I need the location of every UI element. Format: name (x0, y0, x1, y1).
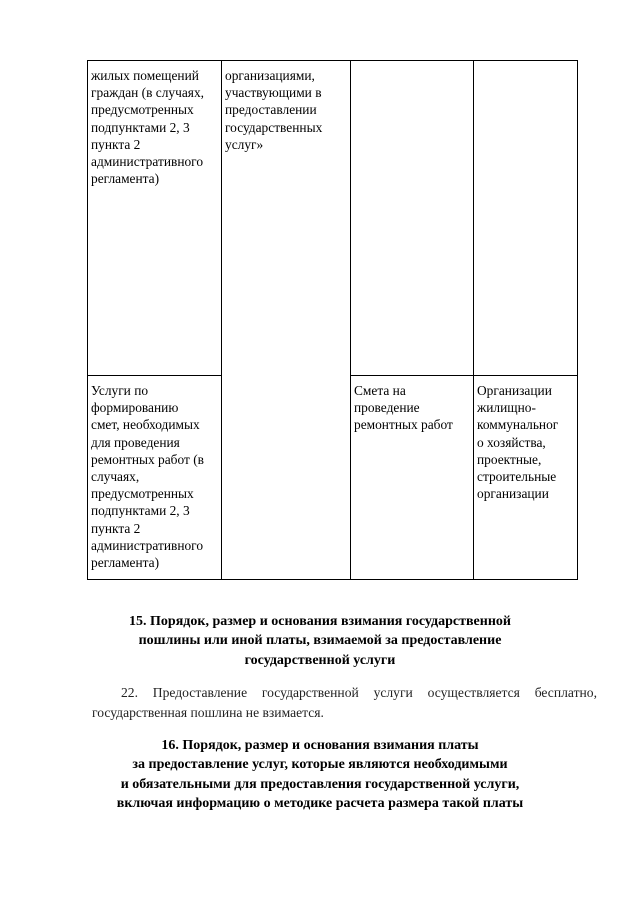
table-cell-empty (351, 61, 474, 376)
cell-text: жилых помещений граждан (в случаях, предусмотренных подпунктами 2, 3 пункта 2 административного регламента) (91, 68, 204, 187)
section-15-heading: 15. Порядок, размер и основания взимания государственной пошлины или иной платы, взимаемой за предоставление государственной услуги (129, 614, 511, 668)
table-cell-providers (474, 376, 578, 580)
table-row (88, 61, 578, 376)
cell-text: Организации жилищно- коммунальног о хозяйства, проектные, строительные организации (477, 383, 559, 502)
cell-text: организациями, участвующими в предоставлении государственных услуг» (225, 68, 323, 152)
table-cell-estimate-service (88, 376, 222, 580)
paragraph-22: 22. Предоставление государственной услуги осуществляется бесплатно, государственная пошлина не взимается. (92, 685, 597, 720)
section-16-heading: 16. Порядок, размер и основания взимания платы за предоставление услуг, которые являются необходимыми и обязательными для предоставления государственной услуги, включая информацию о методике расчета размера такой платы (116, 738, 524, 812)
cell-text: Смета на проведение ремонтных работ (354, 383, 453, 433)
cell-text: Услуги по формированию смет, необходимых для проведения ремонтных работ (в случаях, предусмотренных подпунктами 2, 3 пункта 2 административного регламента) (91, 383, 204, 571)
table-cell-service-continued (88, 61, 222, 376)
table-cell-estimate-document (351, 376, 474, 580)
table-cell-empty (474, 61, 578, 376)
table-cell-organizations-continued (222, 61, 351, 580)
services-table (87, 60, 578, 580)
